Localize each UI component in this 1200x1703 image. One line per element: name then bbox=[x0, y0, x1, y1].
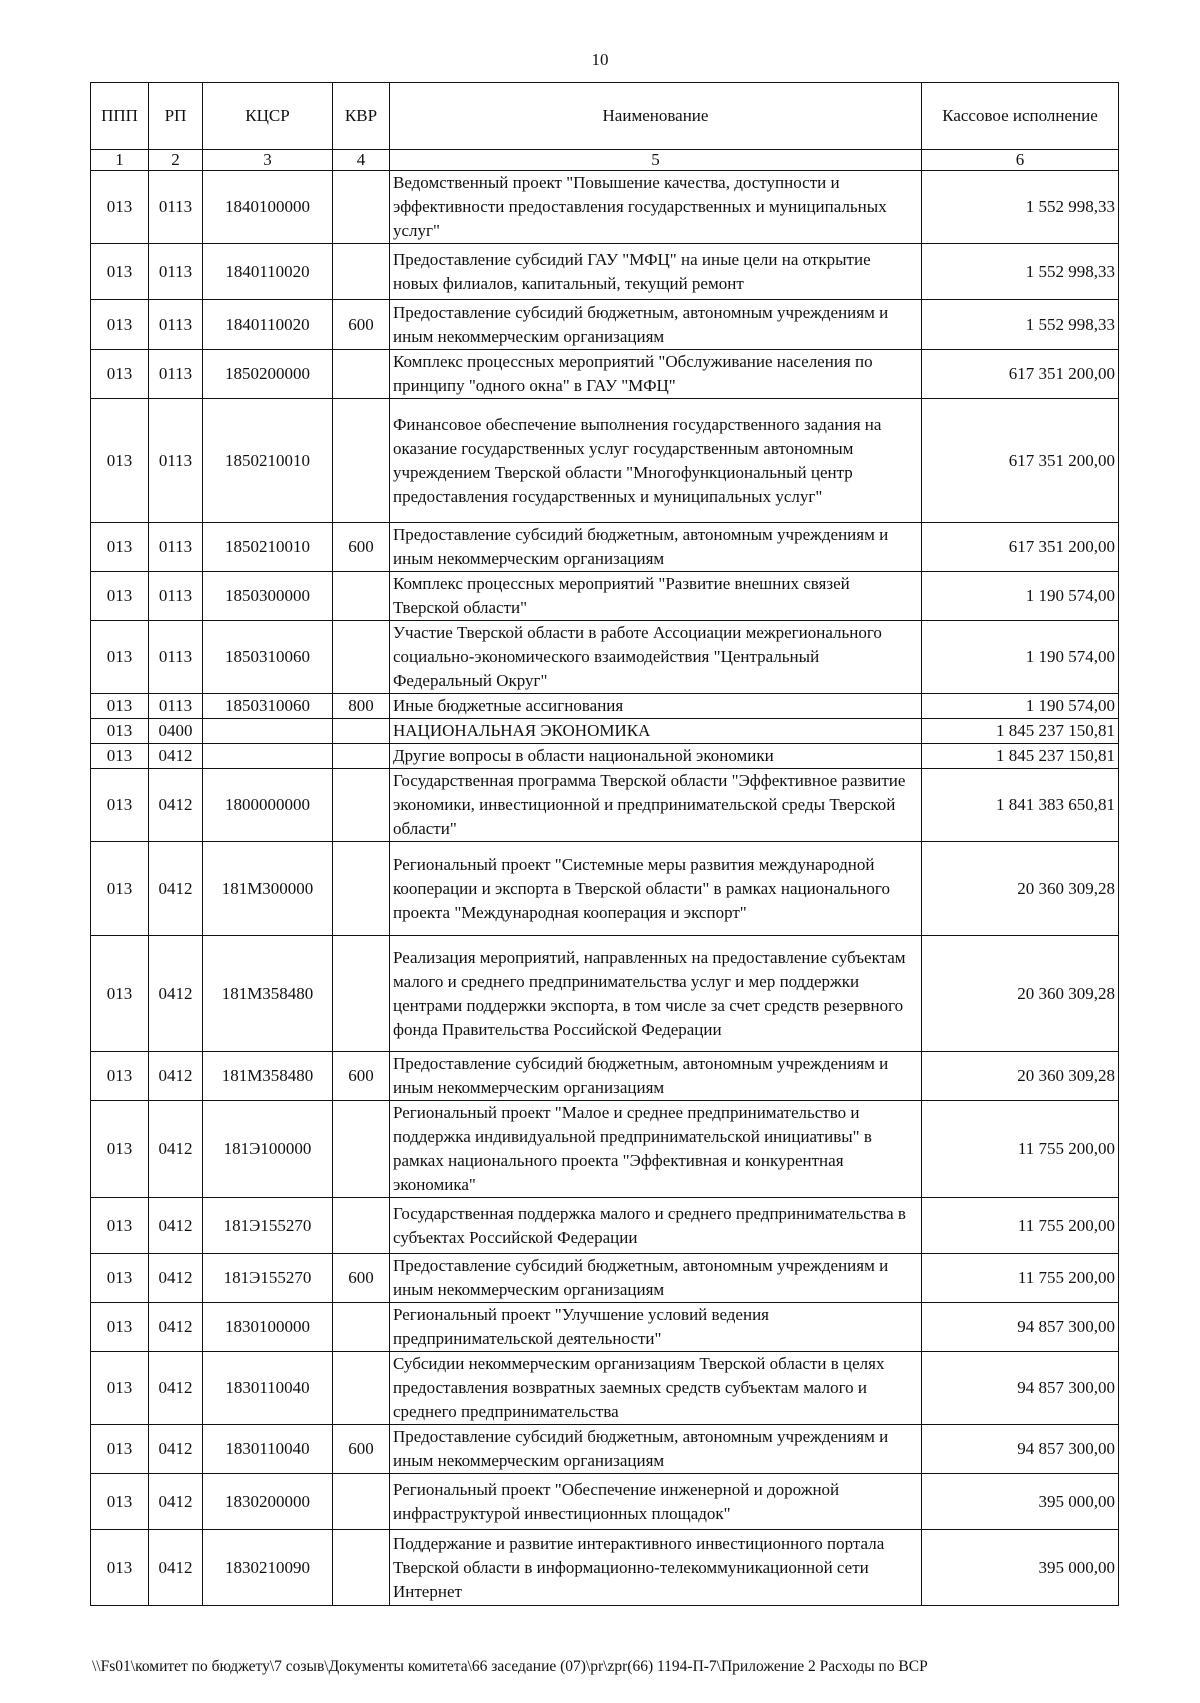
cell-kcsr bbox=[203, 744, 333, 769]
header-amount: Кассовое исполнение bbox=[922, 83, 1119, 150]
cell-rp: 0113 bbox=[149, 171, 203, 244]
table-row bbox=[91, 936, 1119, 1052]
cell-kcsr: 1840100000 bbox=[203, 171, 333, 244]
table-row bbox=[91, 1474, 1119, 1530]
cell-amount: 11 755 200,00 bbox=[922, 1101, 1119, 1198]
cell-amount: 617 351 200,00 bbox=[922, 523, 1119, 572]
table-row bbox=[91, 1254, 1119, 1303]
cell-kcsr: 1830210090 bbox=[203, 1530, 333, 1606]
cell-kvr bbox=[333, 719, 390, 744]
cell-kvr bbox=[333, 936, 390, 1052]
cell-kvr bbox=[333, 1474, 390, 1530]
table-row bbox=[91, 1052, 1119, 1101]
table-row bbox=[91, 1101, 1119, 1198]
cell-name: Предоставление субсидий бюджетным, автономным учреждениям и иным некоммерческим организациям bbox=[390, 1052, 922, 1101]
header-kcsr: КЦСР bbox=[203, 83, 333, 150]
cell-ppp: 013 bbox=[91, 244, 149, 300]
cell-amount: 11 755 200,00 bbox=[922, 1198, 1119, 1254]
column-number: 3 bbox=[203, 150, 333, 171]
cell-amount: 1 841 383 650,81 bbox=[922, 769, 1119, 842]
cell-rp: 0113 bbox=[149, 621, 203, 694]
cell-ppp: 013 bbox=[91, 572, 149, 621]
column-number: 1 bbox=[91, 150, 149, 171]
cell-kcsr: 1850300000 bbox=[203, 572, 333, 621]
cell-rp: 0412 bbox=[149, 1474, 203, 1530]
cell-rp: 0412 bbox=[149, 1425, 203, 1474]
page-number: 10 bbox=[591, 50, 609, 69]
cell-rp: 0412 bbox=[149, 1303, 203, 1352]
cell-amount: 1 552 998,33 bbox=[922, 171, 1119, 244]
cell-ppp: 013 bbox=[91, 1352, 149, 1425]
cell-ppp: 013 bbox=[91, 744, 149, 769]
cell-amount: 20 360 309,28 bbox=[922, 936, 1119, 1052]
cell-rp: 0412 bbox=[149, 769, 203, 842]
cell-ppp: 013 bbox=[91, 936, 149, 1052]
column-number: 5 bbox=[390, 150, 922, 171]
cell-name: Иные бюджетные ассигнования bbox=[390, 694, 922, 719]
cell-rp: 0400 bbox=[149, 719, 203, 744]
cell-amount: 1 552 998,33 bbox=[922, 300, 1119, 350]
table-body bbox=[91, 171, 1119, 1606]
cell-kcsr: 1840110020 bbox=[203, 300, 333, 350]
cell-rp: 0412 bbox=[149, 1352, 203, 1425]
cell-name: Поддержание и развитие интерактивного инвестиционного портала Тверской области в информационно-телекоммуникационной сети Интернет bbox=[390, 1530, 922, 1606]
cell-kcsr: 181Э100000 bbox=[203, 1101, 333, 1198]
cell-kvr bbox=[333, 842, 390, 936]
cell-kvr bbox=[333, 744, 390, 769]
cell-rp: 0412 bbox=[149, 1254, 203, 1303]
table-row bbox=[91, 621, 1119, 694]
cell-ppp: 013 bbox=[91, 350, 149, 399]
cell-kcsr: 181Э155270 bbox=[203, 1198, 333, 1254]
cell-kcsr: 1850210010 bbox=[203, 399, 333, 523]
table-row bbox=[91, 694, 1119, 719]
cell-rp: 0412 bbox=[149, 1530, 203, 1606]
budget-table bbox=[90, 82, 1119, 1606]
cell-kvr bbox=[333, 1303, 390, 1352]
cell-kcsr: 1830200000 bbox=[203, 1474, 333, 1530]
cell-kvr bbox=[333, 1352, 390, 1425]
table-row bbox=[91, 300, 1119, 350]
cell-kcsr: 1850310060 bbox=[203, 621, 333, 694]
cell-amount: 1 552 998,33 bbox=[922, 244, 1119, 300]
cell-name: Региональный проект "Системные меры развития международной кооперации и экспорта в Тверской области" в рамках национального проекта "Международная кооперация и экспорт" bbox=[390, 842, 922, 936]
cell-name: Предоставление субсидий бюджетным, автономным учреждениям и иным некоммерческим организациям bbox=[390, 300, 922, 350]
cell-ppp: 013 bbox=[91, 300, 149, 350]
cell-amount: 395 000,00 bbox=[922, 1474, 1119, 1530]
cell-amount: 94 857 300,00 bbox=[922, 1352, 1119, 1425]
table-row bbox=[91, 171, 1119, 244]
cell-kcsr: 1840110020 bbox=[203, 244, 333, 300]
cell-ppp: 013 bbox=[91, 842, 149, 936]
cell-kvr bbox=[333, 621, 390, 694]
header-ppp: ППП bbox=[91, 83, 149, 150]
cell-ppp: 013 bbox=[91, 1052, 149, 1101]
cell-kcsr: 1850310060 bbox=[203, 694, 333, 719]
cell-kvr: 600 bbox=[333, 523, 390, 572]
cell-kvr: 600 bbox=[333, 1052, 390, 1101]
cell-kcsr: 1800000000 bbox=[203, 769, 333, 842]
cell-ppp: 013 bbox=[91, 1198, 149, 1254]
cell-kvr: 600 bbox=[333, 300, 390, 350]
column-number: 4 bbox=[333, 150, 390, 171]
cell-amount: 1 190 574,00 bbox=[922, 621, 1119, 694]
table-row bbox=[91, 244, 1119, 300]
cell-ppp: 013 bbox=[91, 621, 149, 694]
cell-rp: 0113 bbox=[149, 300, 203, 350]
cell-rp: 0113 bbox=[149, 350, 203, 399]
cell-kvr bbox=[333, 572, 390, 621]
table-row bbox=[91, 1530, 1119, 1606]
cell-name: Субсидии некоммерческим организациям Тверской области в целях предоставления возвратных заемных средств субъектам малого и среднего предпринимательства bbox=[390, 1352, 922, 1425]
cell-kvr bbox=[333, 1101, 390, 1198]
cell-kcsr bbox=[203, 719, 333, 744]
cell-amount: 395 000,00 bbox=[922, 1530, 1119, 1606]
cell-kcsr: 181М358480 bbox=[203, 936, 333, 1052]
cell-name: Ведомственный проект "Повышение качества, доступности и эффективности предоставления государственных и муниципальных услуг" bbox=[390, 171, 922, 244]
cell-kvr bbox=[333, 350, 390, 399]
table-row bbox=[91, 1303, 1119, 1352]
cell-ppp: 013 bbox=[91, 399, 149, 523]
cell-kcsr: 181Э155270 bbox=[203, 1254, 333, 1303]
cell-kvr bbox=[333, 244, 390, 300]
cell-amount: 1 845 237 150,81 bbox=[922, 719, 1119, 744]
cell-ppp: 013 bbox=[91, 694, 149, 719]
table-row bbox=[91, 350, 1119, 399]
column-number: 6 bbox=[922, 150, 1119, 171]
cell-name: Предоставление субсидий бюджетным, автономным учреждениям и иным некоммерческим организациям bbox=[390, 523, 922, 572]
cell-name: Предоставление субсидий ГАУ "МФЦ" на иные цели на открытие новых филиалов, капитальный, текущий ремонт bbox=[390, 244, 922, 300]
cell-kcsr: 1850200000 bbox=[203, 350, 333, 399]
table-row bbox=[91, 1198, 1119, 1254]
cell-ppp: 013 bbox=[91, 171, 149, 244]
cell-rp: 0113 bbox=[149, 523, 203, 572]
cell-rp: 0412 bbox=[149, 744, 203, 769]
table-row bbox=[91, 719, 1119, 744]
table-row bbox=[91, 572, 1119, 621]
footer-file-path: \\Fs01\комитет по бюджету\7 созыв\Документы комитета\66 заседание (07)\pr\zpr(66) 1194-П-7\Приложение 2 Расходы по ВСР bbox=[92, 1658, 928, 1675]
table-row bbox=[91, 1352, 1119, 1425]
column-number: 2 bbox=[149, 150, 203, 171]
table-row bbox=[91, 523, 1119, 572]
cell-ppp: 013 bbox=[91, 1101, 149, 1198]
cell-kvr bbox=[333, 769, 390, 842]
cell-ppp: 013 bbox=[91, 1530, 149, 1606]
cell-kcsr: 1830110040 bbox=[203, 1352, 333, 1425]
cell-kvr: 600 bbox=[333, 1425, 390, 1474]
cell-rp: 0412 bbox=[149, 1101, 203, 1198]
cell-name: Реализация мероприятий, направленных на предоставление субъектам малого и среднего предпринимательства услуг и мер поддержки центрами поддержки экспорта, в том числе за счет средств резервного фонда Правительства Российской Федерации bbox=[390, 936, 922, 1052]
cell-rp: 0412 bbox=[149, 1198, 203, 1254]
cell-kvr bbox=[333, 171, 390, 244]
cell-rp: 0113 bbox=[149, 244, 203, 300]
cell-name: Предоставление субсидий бюджетным, автономным учреждениям и иным некоммерческим организациям bbox=[390, 1254, 922, 1303]
cell-kcsr: 1850210010 bbox=[203, 523, 333, 572]
cell-name: Финансовое обеспечение выполнения государственного задания на оказание государственных услуг государственным автономным учреждением Тверской области "Многофункциональный центр предоставления государственных и муниципальных услуг" bbox=[390, 399, 922, 523]
cell-ppp: 013 bbox=[91, 1254, 149, 1303]
table-row bbox=[91, 399, 1119, 523]
table-row bbox=[91, 744, 1119, 769]
table-header bbox=[91, 83, 1119, 171]
cell-name: Предоставление субсидий бюджетным, автономным учреждениям и иным некоммерческим организациям bbox=[390, 1425, 922, 1474]
table-row bbox=[91, 769, 1119, 842]
cell-name: Комплекс процессных мероприятий "Обслуживание населения по принципу "одного окна" в ГАУ "МФЦ" bbox=[390, 350, 922, 399]
cell-rp: 0412 bbox=[149, 936, 203, 1052]
cell-rp: 0113 bbox=[149, 572, 203, 621]
cell-rp: 0113 bbox=[149, 694, 203, 719]
table-row bbox=[91, 842, 1119, 936]
cell-name: Государственная поддержка малого и среднего предпринимательства в субъектах Российской Федерации bbox=[390, 1198, 922, 1254]
cell-kvr: 600 bbox=[333, 1254, 390, 1303]
cell-name: Государственная программа Тверской области "Эффективное развитие экономики, инвестиционной и предпринимательской среды Тверской области" bbox=[390, 769, 922, 842]
cell-amount: 94 857 300,00 bbox=[922, 1303, 1119, 1352]
cell-name: Участие Тверской области в работе Ассоциации межрегионального социально-экономического взаимодействия "Центральный Федеральный Округ" bbox=[390, 621, 922, 694]
cell-kcsr: 181М358480 bbox=[203, 1052, 333, 1101]
cell-rp: 0412 bbox=[149, 842, 203, 936]
cell-kcsr: 181М300000 bbox=[203, 842, 333, 936]
header-rp: РП bbox=[149, 83, 203, 150]
cell-ppp: 013 bbox=[91, 523, 149, 572]
table-row bbox=[91, 1425, 1119, 1474]
cell-kvr bbox=[333, 399, 390, 523]
cell-name: Региональный проект "Обеспечение инженерной и дорожной инфраструктурой инвестиционных площадок" bbox=[390, 1474, 922, 1530]
cell-rp: 0113 bbox=[149, 399, 203, 523]
header-name: Наименование bbox=[390, 83, 922, 150]
cell-amount: 11 755 200,00 bbox=[922, 1254, 1119, 1303]
cell-ppp: 013 bbox=[91, 719, 149, 744]
header-kvr: КВР bbox=[333, 83, 390, 150]
cell-ppp: 013 bbox=[91, 769, 149, 842]
cell-ppp: 013 bbox=[91, 1303, 149, 1352]
cell-rp: 0412 bbox=[149, 1052, 203, 1101]
cell-amount: 1 190 574,00 bbox=[922, 572, 1119, 621]
cell-name: Региональный проект "Улучшение условий ведения предпринимательской деятельности" bbox=[390, 1303, 922, 1352]
cell-amount: 20 360 309,28 bbox=[922, 842, 1119, 936]
cell-amount: 617 351 200,00 bbox=[922, 399, 1119, 523]
cell-name: Региональный проект "Малое и среднее предпринимательство и поддержка индивидуальной предпринимательской инициативы" в рамках национального проекта "Эффективная и конкурентная экономика" bbox=[390, 1101, 922, 1198]
cell-amount: 20 360 309,28 bbox=[922, 1052, 1119, 1101]
cell-kvr: 800 bbox=[333, 694, 390, 719]
cell-name: НАЦИОНАЛЬНАЯ ЭКОНОМИКА bbox=[390, 719, 922, 744]
cell-amount: 617 351 200,00 bbox=[922, 350, 1119, 399]
cell-kvr bbox=[333, 1530, 390, 1606]
cell-name: Комплекс процессных мероприятий "Развитие внешних связей Тверской области" bbox=[390, 572, 922, 621]
cell-name: Другие вопросы в области национальной экономики bbox=[390, 744, 922, 769]
cell-kcsr: 1830100000 bbox=[203, 1303, 333, 1352]
cell-kvr bbox=[333, 1198, 390, 1254]
cell-ppp: 013 bbox=[91, 1425, 149, 1474]
cell-amount: 1 845 237 150,81 bbox=[922, 744, 1119, 769]
cell-amount: 1 190 574,00 bbox=[922, 694, 1119, 719]
cell-ppp: 013 bbox=[91, 1474, 149, 1530]
cell-amount: 94 857 300,00 bbox=[922, 1425, 1119, 1474]
cell-kcsr: 1830110040 bbox=[203, 1425, 333, 1474]
